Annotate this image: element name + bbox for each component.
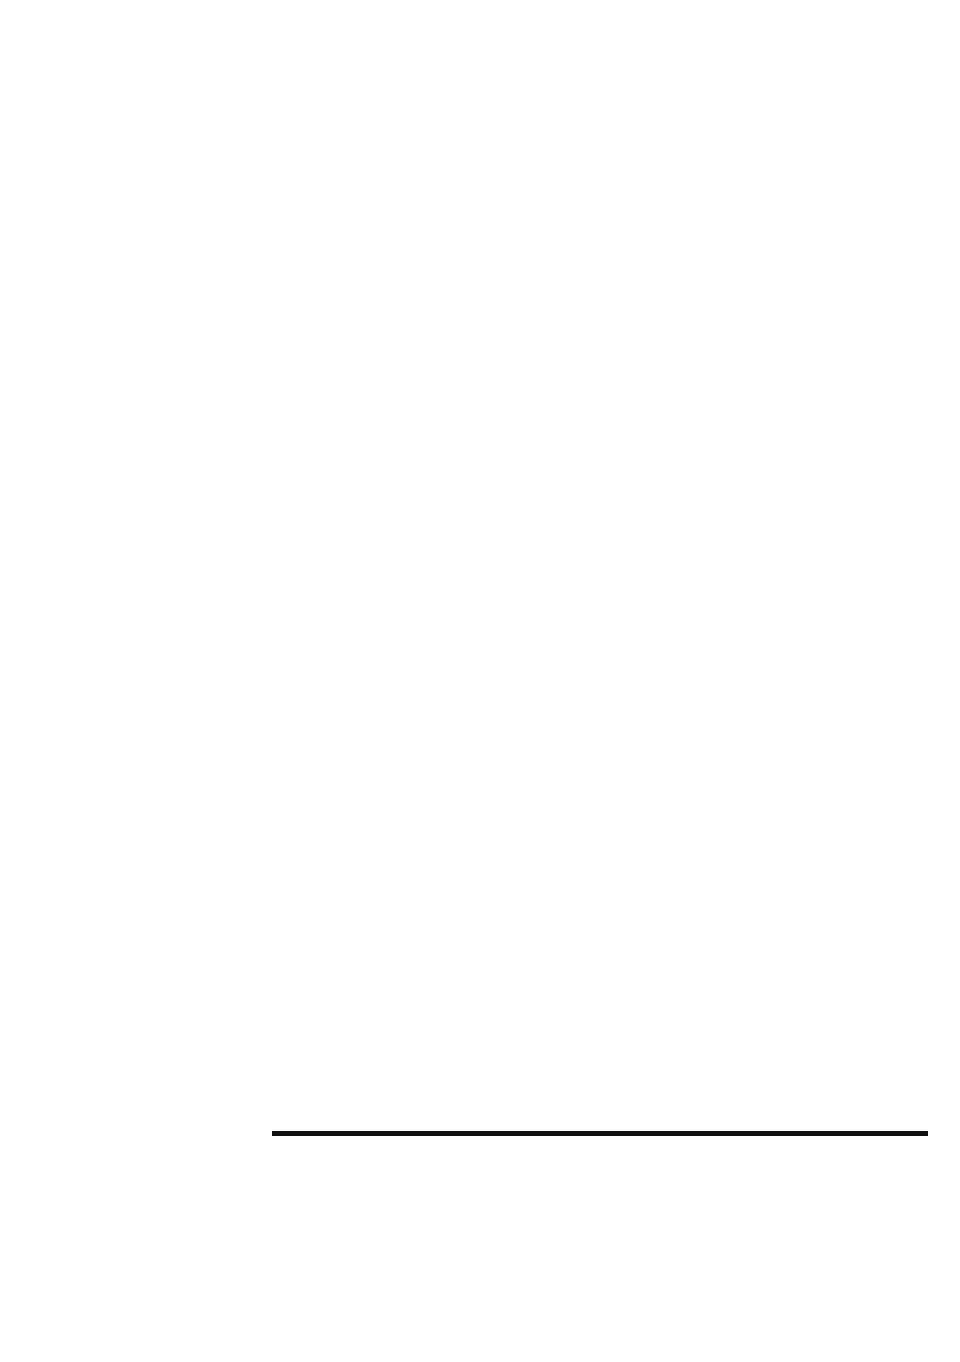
footer-divider (272, 1131, 928, 1136)
